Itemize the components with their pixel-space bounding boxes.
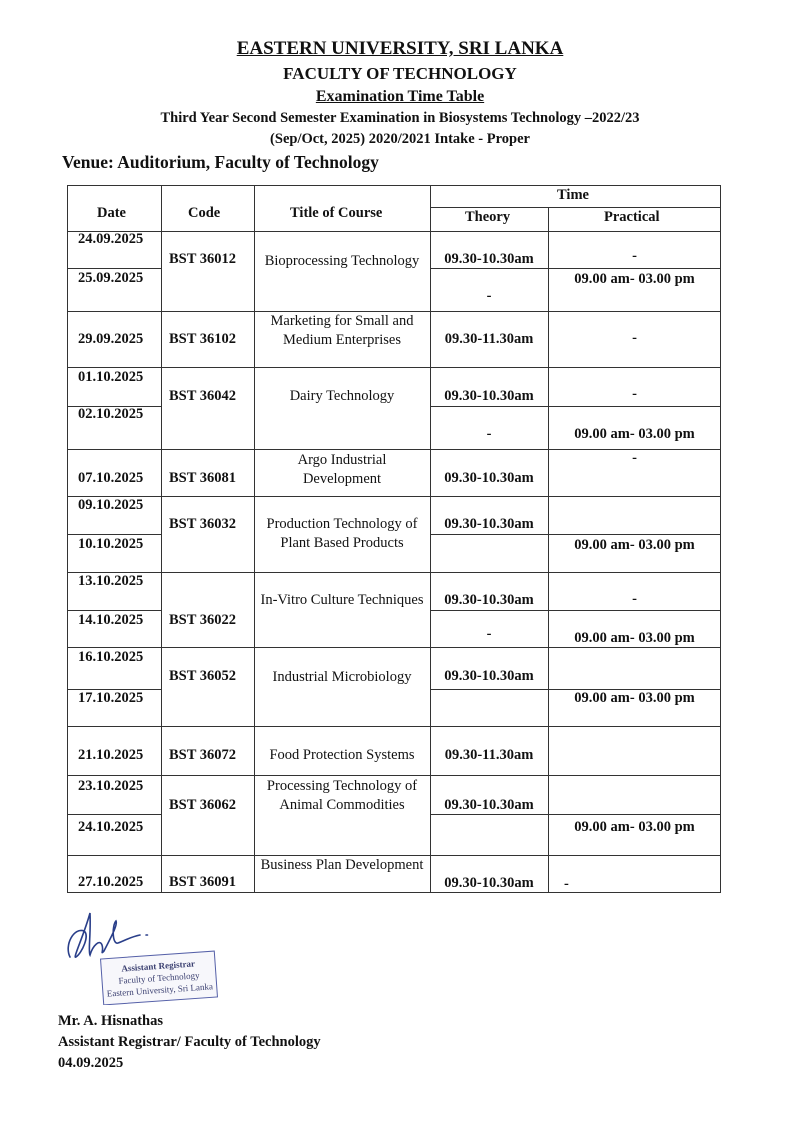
table-rule (254, 185, 255, 893)
table-rule (67, 647, 721, 648)
practical-time: 09.00 am- 03.00 pm (574, 537, 695, 553)
exam-date: 02.10.2025 (78, 406, 144, 422)
table-rule (67, 185, 68, 893)
exam-date: 16.10.2025 (78, 649, 144, 665)
table-rule (67, 534, 161, 535)
theory-time: 09.30-10.30am (444, 470, 534, 486)
table-rule (67, 775, 721, 776)
table-rule (67, 892, 721, 893)
exam-date: 27.10.2025 (78, 874, 144, 890)
exam-subtitle-line1: Third Year Second Semester Examination in Biosystems Technology –2022/23 (160, 110, 640, 126)
theory-time: 09.30-10.30am (444, 797, 534, 813)
theory-time: 09.30-10.30am (444, 668, 534, 684)
handwritten-signature (68, 913, 147, 957)
empty-slot-dash: - (632, 386, 637, 402)
course-code: BST 36072 (169, 747, 237, 763)
course-title: Argo Industrial Development (297, 452, 387, 487)
theory-time: 09.30-10.30am (444, 251, 534, 267)
course-code: BST 36052 (169, 668, 237, 684)
empty-slot-dash: - (486, 288, 492, 304)
theory-time: 09.30-11.30am (444, 331, 534, 347)
empty-slot-dash: - (486, 626, 492, 642)
theory-time: 09.30-10.30am (444, 875, 534, 891)
exam-date: 13.10.2025 (78, 573, 144, 589)
document-date: 04.09.2025 (58, 1055, 124, 1071)
venue-label: Venue: Auditorium, Faculty of Technology (62, 152, 379, 172)
empty-slot-dash: - (632, 591, 637, 607)
empty-slot-dash: - (486, 426, 492, 442)
course-title: Food Protection Systems (269, 747, 415, 763)
exam-timetable (67, 185, 721, 893)
faculty-name: FACULTY OF TECHNOLOGY (283, 64, 517, 83)
course-title: Bioprocessing Technology (264, 253, 420, 269)
course-title: Processing Technology of Animal Commodities (266, 778, 418, 813)
theory-time: 09.30-11.30am (444, 747, 534, 763)
practical-header: Practical (604, 209, 660, 225)
document-title: Examination Time Table (315, 88, 485, 105)
table-rule (430, 207, 721, 208)
table-rule (430, 814, 721, 815)
course-code: BST 36012 (169, 251, 237, 267)
theory-header: Theory (465, 209, 511, 225)
course-title: In-Vitro Culture Techniques (260, 592, 424, 608)
exam-subtitle-line2: (Sep/Oct, 2025) 2020/2021 Intake - Proper (270, 131, 530, 147)
practical-time: 09.00 am- 03.00 pm (574, 819, 695, 835)
table-rule (430, 534, 721, 535)
exam-date: 09.10.2025 (78, 497, 144, 513)
table-rule (67, 572, 721, 573)
course-code: BST 36091 (169, 874, 237, 890)
signature-and-stamp (60, 905, 240, 1005)
practical-time: 09.00 am- 03.00 pm (574, 271, 695, 287)
exam-date: 24.09.2025 (78, 231, 144, 247)
exam-date: 14.10.2025 (78, 612, 144, 628)
signatory-block (58, 1011, 321, 1074)
empty-slot-dash: - (632, 248, 637, 264)
course-title: Dairy Technology (289, 388, 395, 404)
signatory-designation: Assistant Registrar/ Faculty of Technology (58, 1034, 321, 1050)
course-code: BST 36102 (169, 331, 237, 347)
table-rule (67, 268, 161, 269)
theory-time: 09.30-10.30am (444, 592, 534, 608)
exam-date: 23.10.2025 (78, 778, 144, 794)
code-header: Code (188, 205, 221, 221)
exam-date: 01.10.2025 (78, 369, 144, 385)
empty-slot-dash: - (632, 330, 637, 346)
signatory-name: Mr. A. Hisnathas (58, 1013, 164, 1029)
course-title: Business Plan Development (260, 857, 424, 873)
time-header: Time (557, 187, 589, 203)
stamp-line-3: Eastern University, Sri Lanka (106, 981, 214, 999)
exam-date: 29.09.2025 (78, 331, 144, 347)
theory-time: 09.30-10.30am (444, 388, 534, 404)
title-header: Title of Course (290, 205, 383, 221)
practical-time: 09.00 am- 03.00 pm (574, 690, 695, 706)
practical-time: 09.00 am- 03.00 pm (574, 630, 695, 646)
practical-time: 09.00 am- 03.00 pm (574, 426, 695, 442)
theory-time: 09.30-10.30am (444, 516, 534, 532)
table-rule (67, 231, 721, 232)
course-code: BST 36062 (169, 797, 237, 813)
table-rule (430, 268, 721, 269)
table-rule (161, 185, 162, 893)
exam-date: 07.10.2025 (78, 470, 144, 486)
table-rule (67, 367, 721, 368)
exam-date: 25.09.2025 (78, 270, 144, 286)
table-rule (67, 185, 721, 186)
stamp-line-1: Assistant Registrar (121, 958, 196, 974)
official-stamp (101, 951, 218, 1005)
exam-date: 21.10.2025 (78, 747, 144, 763)
table-rule (430, 406, 721, 407)
course-code: BST 36032 (169, 516, 237, 532)
empty-slot-dash: - (564, 876, 569, 892)
empty-slot-dash: - (632, 450, 637, 466)
exam-date: 17.10.2025 (78, 690, 144, 706)
course-title: Marketing for Small and Medium Enterprises (270, 313, 414, 348)
table-rule (67, 726, 721, 727)
table-rule (430, 610, 721, 611)
course-code: BST 36081 (169, 470, 237, 486)
course-title: Production Technology of Plant Based Products (266, 516, 418, 551)
table-rule (67, 610, 161, 611)
exam-date: 10.10.2025 (78, 536, 144, 552)
course-title: Industrial Microbiology (272, 669, 412, 685)
course-code: BST 36022 (169, 612, 237, 628)
exam-date: 24.10.2025 (78, 819, 144, 835)
table-rule (67, 496, 721, 497)
date-header: Date (97, 205, 126, 221)
university-name: EASTERN UNIVERSITY, SRI LANKA (236, 38, 564, 59)
course-code: BST 36042 (169, 388, 237, 404)
stamp-line-2: Faculty of Technology (118, 970, 200, 986)
table-rule (67, 814, 161, 815)
